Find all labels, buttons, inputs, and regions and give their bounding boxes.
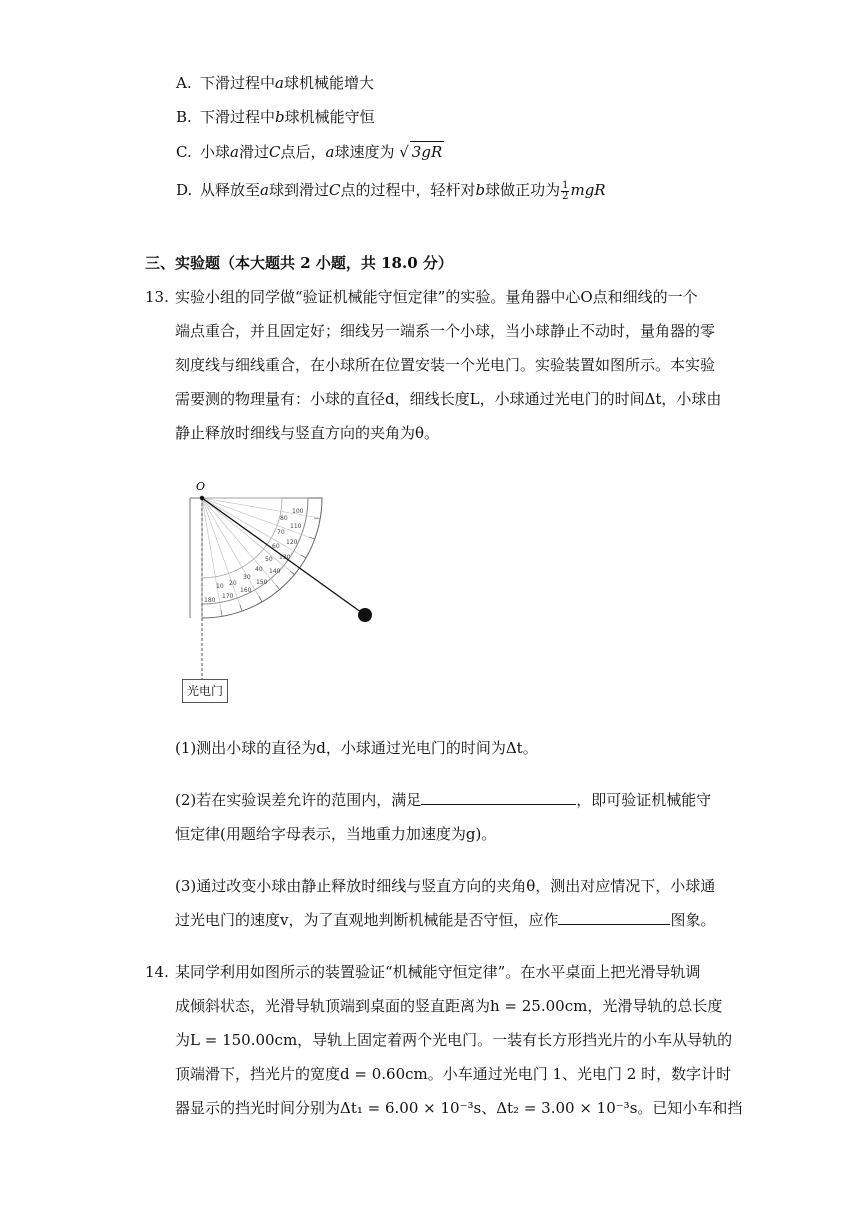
scale-label: 20 [229, 580, 237, 587]
math-var: b [275, 108, 285, 126]
option-c [176, 141, 444, 162]
math-expression: mgR [570, 181, 606, 199]
math-var: a [260, 181, 269, 199]
option-text: 下滑过程中 [200, 74, 276, 92]
option-b [176, 107, 375, 127]
q13-sub3-line2 [175, 910, 716, 930]
option-text: 球速度为 [334, 143, 395, 161]
scale-label: 160 [240, 587, 252, 594]
q13-line-1: 实验小组的同学做“验证机械能守恒定律”的实验。量角器中心O点和细线的一个 [175, 288, 698, 306]
q13-sub3-text: 图象。 [670, 911, 716, 929]
scale-label: 130 [279, 554, 291, 561]
option-text: 点的过程中，轻杆对 [340, 181, 476, 199]
option-text: 小球 [200, 143, 231, 161]
q13-sub1: (1)测出小球的直径为d，小球通过光电门的时间为Δt。 [175, 739, 538, 757]
scale-label: 70 [277, 529, 285, 536]
q14-line-1: 某同学利用如图所示的装置验证“机械能守恒定律”。在水平桌面上把光滑导轨调 [175, 963, 701, 981]
option-key: B. [176, 108, 192, 126]
option-text: 球机械能增大 [283, 74, 374, 92]
q13-sub3-line1: (3)通过改变小球由静止释放时细线与竖直方向的夹角θ，测出对应情况下，小球通 [175, 877, 716, 895]
q13-line-2: 端点重合，并且固定好；细线另一端系一个小球，当小球静止不动时，量角器的零 [175, 322, 716, 340]
option-key: C. [176, 143, 192, 161]
q13-line-4: 需要测的物理量有：小球的直径d，细线长度L，小球通过光电门的时间Δt，小球由 [175, 390, 722, 408]
question-number: 13. [145, 288, 169, 306]
scale-label: 120 [286, 539, 298, 546]
option-key: A. [176, 74, 192, 92]
math-var: a [230, 143, 239, 161]
option-text: 下滑过程中 [200, 108, 276, 126]
sqrt-sign: √ [399, 143, 409, 161]
q14-line-3: 为L = 150.00cm，导轨上固定着两个光电门。一装有长方形挡光片的小车从导轨的 [175, 1031, 733, 1049]
q14-line-2: 成倾斜状态，光滑导轨顶端到桌面的竖直距离为h = 25.00cm，光滑导轨的总长度 [175, 997, 723, 1015]
q13-sub2-line2: 恒定律(用题给字母表示，当地重力加速度为g)。 [175, 825, 497, 843]
q13-line-5: 静止释放时细线与竖直方向的夹角为θ。 [175, 424, 440, 442]
answer-blank-2[interactable] [421, 790, 576, 805]
math-var: a [325, 143, 335, 161]
option-text: 从释放至 [200, 181, 261, 199]
scale-label: 40 [255, 566, 263, 573]
scale-label: 50 [265, 556, 273, 563]
math-var: a [275, 74, 284, 92]
protractor-outer [202, 498, 322, 618]
option-text: 球到滑过 [268, 181, 329, 199]
option-text: 球机械能守恒 [284, 108, 375, 126]
scale-label: 60 [272, 543, 280, 550]
fraction-numerator: 1 [562, 179, 569, 191]
scale-label: 150 [256, 579, 268, 586]
option-text: 球做正功为 [485, 181, 561, 199]
section-title: 三、实验题（本大题共 2 小题，共 18.0 分） [145, 254, 453, 272]
pivot-point [200, 496, 204, 500]
scale-label: 30 [243, 574, 251, 581]
q14-line-4: 顶端滑下，挡光片的宽度d = 0.60cm。小车通过光电门 1、光电门 2 时，数字计时 [175, 1065, 732, 1083]
option-text: 点后， [280, 143, 326, 161]
protractor-pendulum-figure [180, 478, 380, 708]
option-d [176, 180, 606, 202]
scale-label: 180 [204, 597, 216, 604]
q13-sub2-line1 [175, 790, 711, 810]
q14-line-5: 器显示的挡光时间分别为Δt₁ = 6.00 × 10⁻³s、Δt₂ = 3.00 × 10⁻³s。已知小车和挡 [175, 1099, 743, 1117]
scale-label: 140 [269, 568, 281, 575]
protractor-core [202, 498, 282, 578]
fraction [561, 181, 569, 202]
q13-sub2-text: ，即可验证机械能守 [576, 791, 712, 809]
scale-label: 100 [292, 508, 304, 515]
pendulum-ball [358, 608, 372, 622]
math-var: C [328, 181, 341, 199]
math-var: b [475, 181, 486, 199]
scale-label: 170 [222, 593, 234, 600]
q13-line-3: 刻度线与细线重合，在小球所在位置安装一个光电门。实验装置如图所示。本实验 [175, 356, 716, 374]
option-key: D. [176, 181, 193, 199]
q13-sub2-text: (2)若在实验误差允许的范围内，满足 [175, 791, 422, 809]
fraction-denominator: 2 [562, 190, 569, 202]
origin-label: O [196, 480, 206, 493]
question-number: 14. [145, 963, 169, 981]
photogate-box: 光电门 [182, 679, 228, 703]
q13-sub3-text: 过光电门的速度v，为了直观地判断机械能是否守恒，应作 [175, 911, 559, 929]
scale-label: 110 [290, 523, 302, 530]
scale-label: 10 [216, 583, 224, 590]
answer-blank-3[interactable] [558, 910, 670, 925]
math-var: C [268, 143, 281, 161]
option-text: 滑过 [238, 143, 269, 161]
scale-label: 80 [280, 515, 288, 522]
math-expression: 3gR [411, 143, 443, 161]
option-a [176, 73, 374, 93]
